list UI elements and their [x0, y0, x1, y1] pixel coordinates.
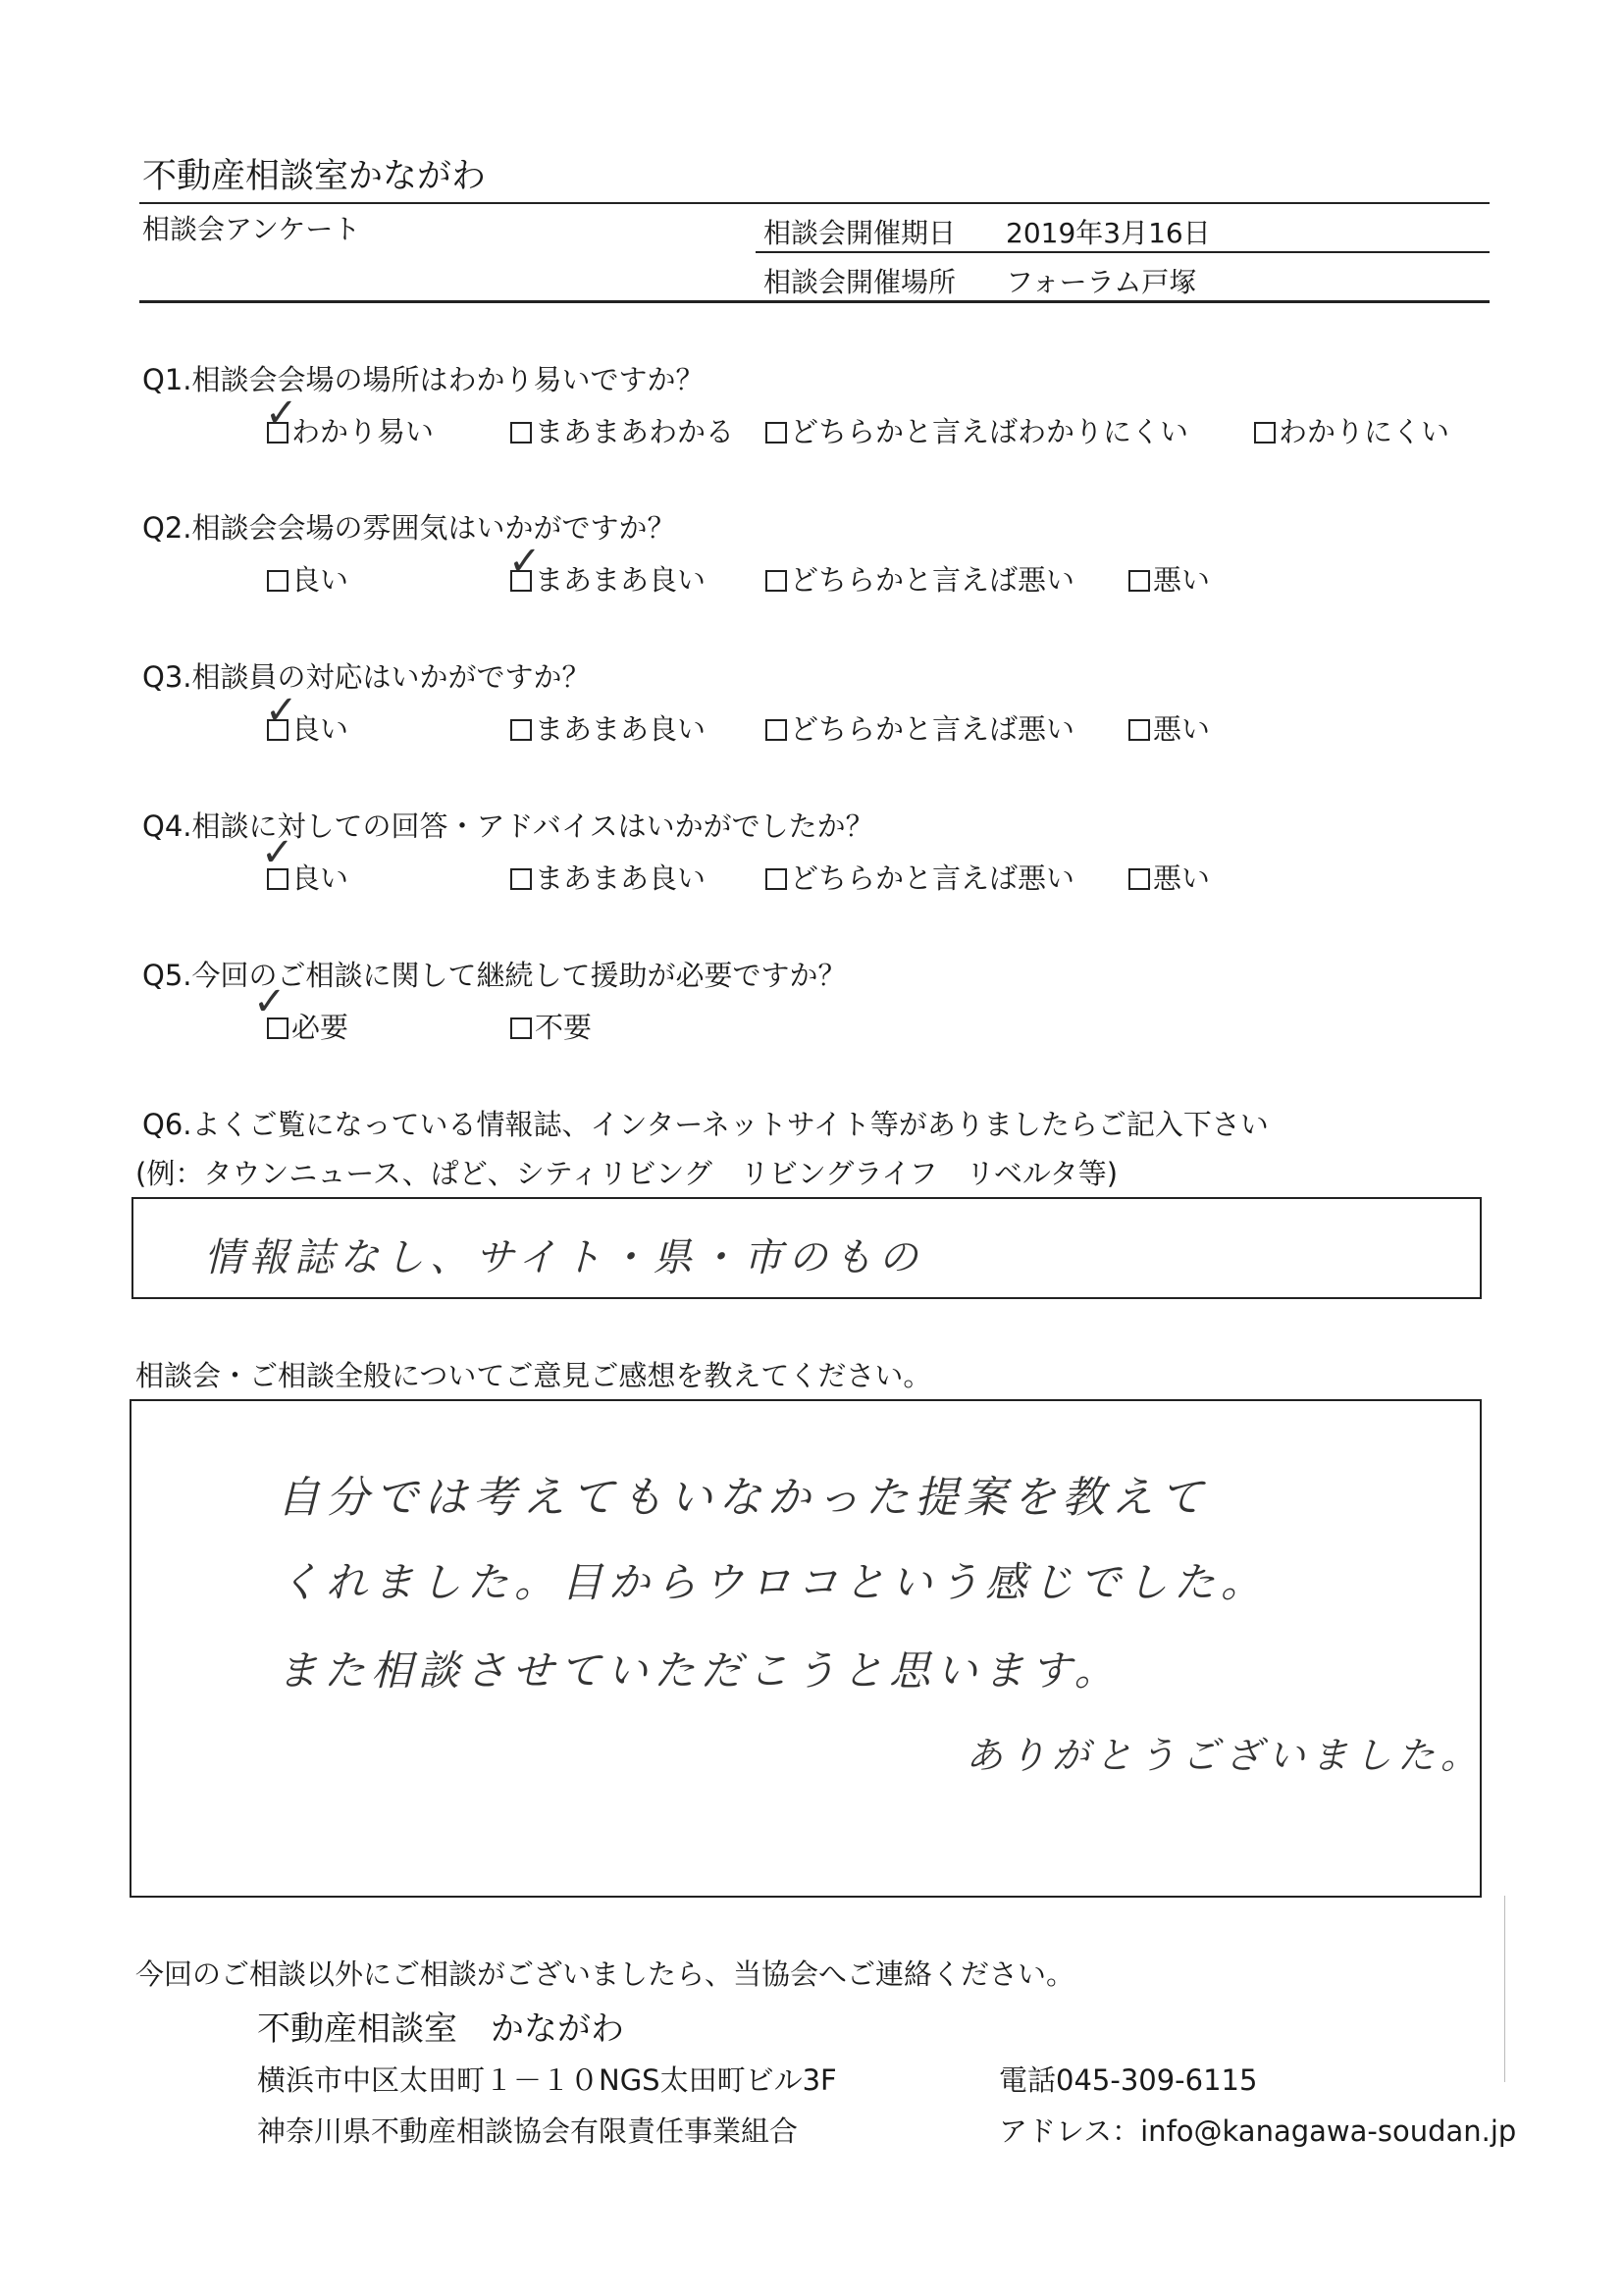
- checkbox[interactable]: [267, 570, 288, 592]
- question-1-label: Q1.相談会会場の場所はわかり易いですか？: [142, 363, 705, 396]
- comment-line-1: 自分では考えてもいなかった提案を教えて: [277, 1473, 1209, 1523]
- question-5-label: Q5.今回のご相談に関して継続して援助が必要ですか？: [142, 959, 847, 992]
- header-rule-3: [139, 300, 1490, 303]
- checkbox[interactable]: [765, 868, 787, 890]
- q5-check-mark-icon: ✓: [253, 979, 287, 1024]
- comment-line-3: また相談させていただこうと思います。: [277, 1646, 1122, 1695]
- checkbox[interactable]: [1128, 868, 1150, 890]
- q1-check-mark-icon: ✓: [265, 391, 298, 436]
- scan-edge-line: [1504, 1896, 1505, 2082]
- q2-option-1[interactable]: 良い: [267, 558, 348, 599]
- question-6-example: (例：タウンニュース、ぱど、シティリビング リビングライフ リベルタ等): [135, 1157, 1119, 1190]
- q1-option-3[interactable]: どちらかと言えばわかりにくい: [765, 410, 1188, 450]
- footer-org-name: 不動産相談室 かながわ: [257, 2009, 624, 2049]
- footer-phone: 電話045-309-6115: [999, 2063, 1258, 2097]
- checkbox[interactable]: [510, 719, 532, 741]
- venue-value: フォーラム戸塚: [1006, 266, 1197, 298]
- q1-option-4[interactable]: わかりにくい: [1254, 410, 1449, 450]
- header-rule-1: [139, 202, 1490, 204]
- q2-option-4[interactable]: 悪い: [1128, 558, 1210, 599]
- venue-label: 相談会開催場所: [763, 266, 957, 298]
- date-label: 相談会開催期日: [763, 217, 957, 249]
- q5-option-2[interactable]: 不要: [510, 1006, 592, 1046]
- checkbox[interactable]: [510, 422, 532, 444]
- q1-option-1[interactable]: わかり易い: [267, 410, 434, 450]
- comment-line-4: ありがとうございました。: [966, 1734, 1485, 1777]
- q5-option-1[interactable]: 必要: [267, 1006, 348, 1046]
- checkbox[interactable]: [1128, 719, 1150, 741]
- q3-option-2[interactable]: まあまあ良い: [510, 707, 706, 748]
- form-title: 不動産相談室かながわ: [142, 157, 487, 196]
- form-subtitle: 相談会アンケート: [142, 213, 361, 245]
- q2-option-2[interactable]: まあまあ良い: [510, 558, 706, 599]
- q2-check-mark-icon: ✓: [508, 539, 542, 584]
- checkbox[interactable]: [1254, 422, 1276, 444]
- comment-line-2: くれました。目からウロコという感じでした。: [279, 1558, 1269, 1606]
- q3-option-4[interactable]: 悪い: [1128, 707, 1210, 748]
- comments-box[interactable]: [130, 1399, 1485, 1898]
- footer-notice: 今回のご相談以外にご相談がございましたら、当協会へご連絡ください。: [135, 1957, 1075, 1991]
- checkbox[interactable]: [765, 422, 787, 444]
- q6-answer-box[interactable]: [131, 1197, 1482, 1299]
- q6-handwritten-answer: 情報誌なし、サイト・県・市のもの: [204, 1235, 924, 1280]
- checkbox[interactable]: [510, 868, 532, 890]
- checkbox[interactable]: [1128, 570, 1150, 592]
- q4-option-2[interactable]: まあまあ良い: [510, 857, 706, 897]
- footer-email: アドレス：info@kanagawa-soudan.jp: [999, 2114, 1517, 2148]
- checkbox[interactable]: [765, 570, 787, 592]
- q4-option-3[interactable]: どちらかと言えば悪い: [765, 857, 1074, 897]
- q1-option-2[interactable]: まあまあわかる: [510, 410, 734, 450]
- checkbox[interactable]: [765, 719, 787, 741]
- footer-address: 横浜市中区太田町１－１０NGS太田町ビル3F: [257, 2063, 837, 2097]
- comments-label: 相談会・ご相談全般についてご意見ご感想を教えてください。: [135, 1359, 932, 1392]
- q4-option-4[interactable]: 悪い: [1128, 857, 1210, 897]
- question-4-label: Q4.相談に対しての回答・アドバイスはいかがでしたか？: [142, 809, 874, 843]
- q4-check-mark-icon: ✓: [261, 830, 294, 875]
- q2-option-3[interactable]: どちらかと言えば悪い: [765, 558, 1074, 599]
- question-2-label: Q2.相談会会場の雰囲気はいかがですか？: [142, 511, 676, 545]
- header-rule-2: [756, 251, 1490, 253]
- q3-option-1[interactable]: 良い: [267, 707, 348, 748]
- q4-option-1[interactable]: 良い: [267, 857, 348, 897]
- checkbox[interactable]: [510, 1018, 532, 1039]
- question-3-label: Q3.相談員の対応はいかがですか？: [142, 660, 591, 694]
- q3-option-3[interactable]: どちらかと言えば悪い: [765, 707, 1074, 748]
- date-value: 2019年3月16日: [1006, 217, 1211, 249]
- footer-org-full: 神奈川県不動産相談協会有限責任事業組合: [257, 2114, 799, 2148]
- q3-check-mark-icon: ✓: [265, 688, 298, 733]
- question-6-label: Q6.よくご覧になっている情報誌、インターネットサイト等がありましたらご記入下さい: [142, 1108, 1269, 1141]
